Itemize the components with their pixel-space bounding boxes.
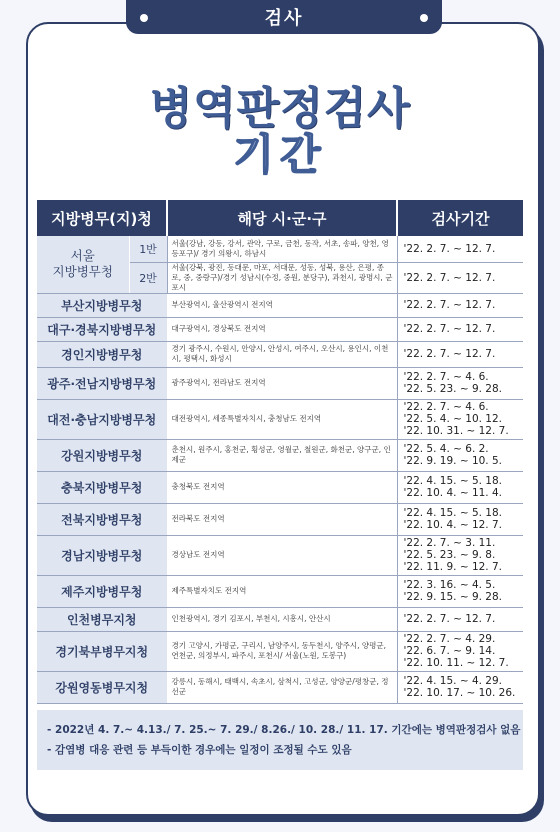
region-cell: 서울(강남, 강동, 강서, 관악, 구로, 금천, 동작, 서초, 송파, 양천, 영등포구)/ 경기 의왕시, 하남시 bbox=[167, 236, 397, 262]
period-cell: '22. 2. 7. ~ 4. 6. '22. 5. 4. ~ 10. 12. '22. 10. 31. ~ 12. 7. bbox=[397, 399, 523, 439]
office-cell: 경인지방병무청 bbox=[37, 341, 167, 367]
office-cell: 광주·전남지방병무청 bbox=[37, 367, 167, 399]
table-row bbox=[37, 317, 523, 341]
period-cell: '22. 2. 7. ~ 12. 7. bbox=[397, 236, 523, 262]
period-cell: '22. 2. 7. ~ 12. 7. bbox=[397, 262, 523, 293]
note-line: - 2022년 4. 7.~ 4.13./ 7. 25.~ 7. 29./ 8.26./ 10. 28./ 11. 17. 기간에는 병역판정검사 없음 bbox=[47, 724, 521, 736]
header-office: 지방병무(지)청 bbox=[37, 200, 167, 236]
region-cell: 경기 광주시, 수원시, 안양시, 안성시, 여주시, 오산시, 용인시, 이천시, 평택시, 화성시 bbox=[167, 341, 397, 367]
ban-cell: 1반 bbox=[129, 236, 167, 262]
schedule-table bbox=[37, 200, 523, 704]
period-cell: '22. 4. 15. ~ 4. 29. '22. 10. 17. ~ 10. 26. bbox=[397, 671, 523, 703]
office-cell: 강원영동병무지청 bbox=[37, 671, 167, 703]
period-cell: '22. 4. 15. ~ 5. 18. '22. 10. 4. ~ 12. 7. bbox=[397, 503, 523, 535]
office-cell: 경남지방병무청 bbox=[37, 535, 167, 575]
region-cell: 춘천시, 원주시, 홍천군, 횡성군, 영월군, 철원군, 화천군, 양구군, 인제군 bbox=[167, 439, 397, 471]
office-cell: 서울 지방병무청 bbox=[37, 236, 129, 293]
region-cell: 서울(강북, 광진, 동대문, 마포, 서대문, 성동, 성북, 용산, 은평, 종로, 중, 중랑구)/경기 성남시(수정, 중원, 분당구), 과천시, 광명시, 군포시 bbox=[167, 262, 397, 293]
ban-cell: 2반 bbox=[129, 262, 167, 293]
period-cell: '22. 2. 7. ~ 12. 7. bbox=[397, 317, 523, 341]
office-cell: 충북지방병무청 bbox=[37, 471, 167, 503]
region-cell: 충청북도 전지역 bbox=[167, 471, 397, 503]
region-cell: 경기 고양시, 가평군, 구리시, 남양주시, 동두천시, 양주시, 양평군, 연천군, 의정부시, 파주시, 포천시/ 서울(노원, 도봉구) bbox=[167, 631, 397, 671]
tab-dot-right bbox=[420, 14, 428, 22]
period-cell: '22. 5. 4. ~ 6. 2. '22. 9. 19. ~ 10. 5. bbox=[397, 439, 523, 471]
region-cell: 광주광역시, 전라남도 전지역 bbox=[167, 367, 397, 399]
office-cell: 부산지방병무청 bbox=[37, 293, 167, 317]
region-cell: 인천광역시, 경기 김포시, 부천시, 시흥시, 안산시 bbox=[167, 607, 397, 631]
table-row bbox=[37, 236, 523, 262]
tab-label: 검사 bbox=[264, 8, 304, 29]
tab-dot-left bbox=[140, 14, 148, 22]
region-cell: 경상남도 전지역 bbox=[167, 535, 397, 575]
office-cell: 대구·경북지방병무청 bbox=[37, 317, 167, 341]
office-cell: 경기북부병무지청 bbox=[37, 631, 167, 671]
header-region: 해당 시·군·구 bbox=[167, 200, 397, 236]
table-row bbox=[37, 575, 523, 607]
region-cell: 대구광역시, 경상북도 전지역 bbox=[167, 317, 397, 341]
period-cell: '22. 2. 7. ~ 12. 7. bbox=[397, 293, 523, 317]
note-line: - 감염병 대응 관련 등 부득이한 경우에는 일정이 조정될 수도 있음 bbox=[47, 744, 352, 756]
table-row bbox=[37, 607, 523, 631]
region-cell: 전라북도 전지역 bbox=[167, 503, 397, 535]
table-row bbox=[37, 671, 523, 703]
region-cell: 부산광역시, 울산광역시 전지역 bbox=[167, 293, 397, 317]
period-cell: '22. 2. 7. ~ 12. 7. bbox=[397, 341, 523, 367]
table-row bbox=[37, 293, 523, 317]
table-row bbox=[37, 367, 523, 399]
header-period: 검사기간 bbox=[397, 200, 523, 236]
table-row bbox=[37, 439, 523, 471]
table-row bbox=[37, 471, 523, 503]
period-cell: '22. 2. 7. ~ 3. 11. '22. 5. 23. ~ 9. 8. '22. 11. 9. ~ 12. 7. bbox=[397, 535, 523, 575]
period-cell: '22. 3. 16. ~ 4. 5. '22. 9. 15. ~ 9. 28. bbox=[397, 575, 523, 607]
office-cell: 대전·충남지방병무청 bbox=[37, 399, 167, 439]
notes-box bbox=[37, 710, 523, 770]
table-row bbox=[37, 503, 523, 535]
office-cell: 전북지방병무청 bbox=[37, 503, 167, 535]
office-cell: 제주지방병무청 bbox=[37, 575, 167, 607]
region-cell: 대전광역시, 세종특별자치시, 충청남도 전지역 bbox=[167, 399, 397, 439]
period-cell: '22. 2. 7. ~ 4. 29. '22. 6. 7. ~ 9. 14. '22. 10. 11. ~ 12. 7. bbox=[397, 631, 523, 671]
table-row bbox=[37, 341, 523, 367]
page-subtitle: 기간 bbox=[233, 130, 327, 179]
region-cell: 제주특별자치도 전지역 bbox=[167, 575, 397, 607]
page-title: 병역판정검사 bbox=[149, 83, 411, 134]
table-header-row bbox=[37, 200, 523, 236]
table-row bbox=[37, 535, 523, 575]
table-row bbox=[37, 631, 523, 671]
office-cell: 인천병무지청 bbox=[37, 607, 167, 631]
period-cell: '22. 4. 15. ~ 5. 18. '22. 10. 4. ~ 11. 4. bbox=[397, 471, 523, 503]
period-cell: '22. 2. 7. ~ 4. 6. '22. 5. 23. ~ 9. 28. bbox=[397, 367, 523, 399]
table-row bbox=[37, 399, 523, 439]
section-tab bbox=[126, 0, 442, 34]
region-cell: 강릉시, 동해시, 태백시, 속초시, 삼척시, 고성군, 양양군/평창군, 정선군 bbox=[167, 671, 397, 703]
period-cell: '22. 2. 7. ~ 12. 7. bbox=[397, 607, 523, 631]
office-cell: 강원지방병무청 bbox=[37, 439, 167, 471]
